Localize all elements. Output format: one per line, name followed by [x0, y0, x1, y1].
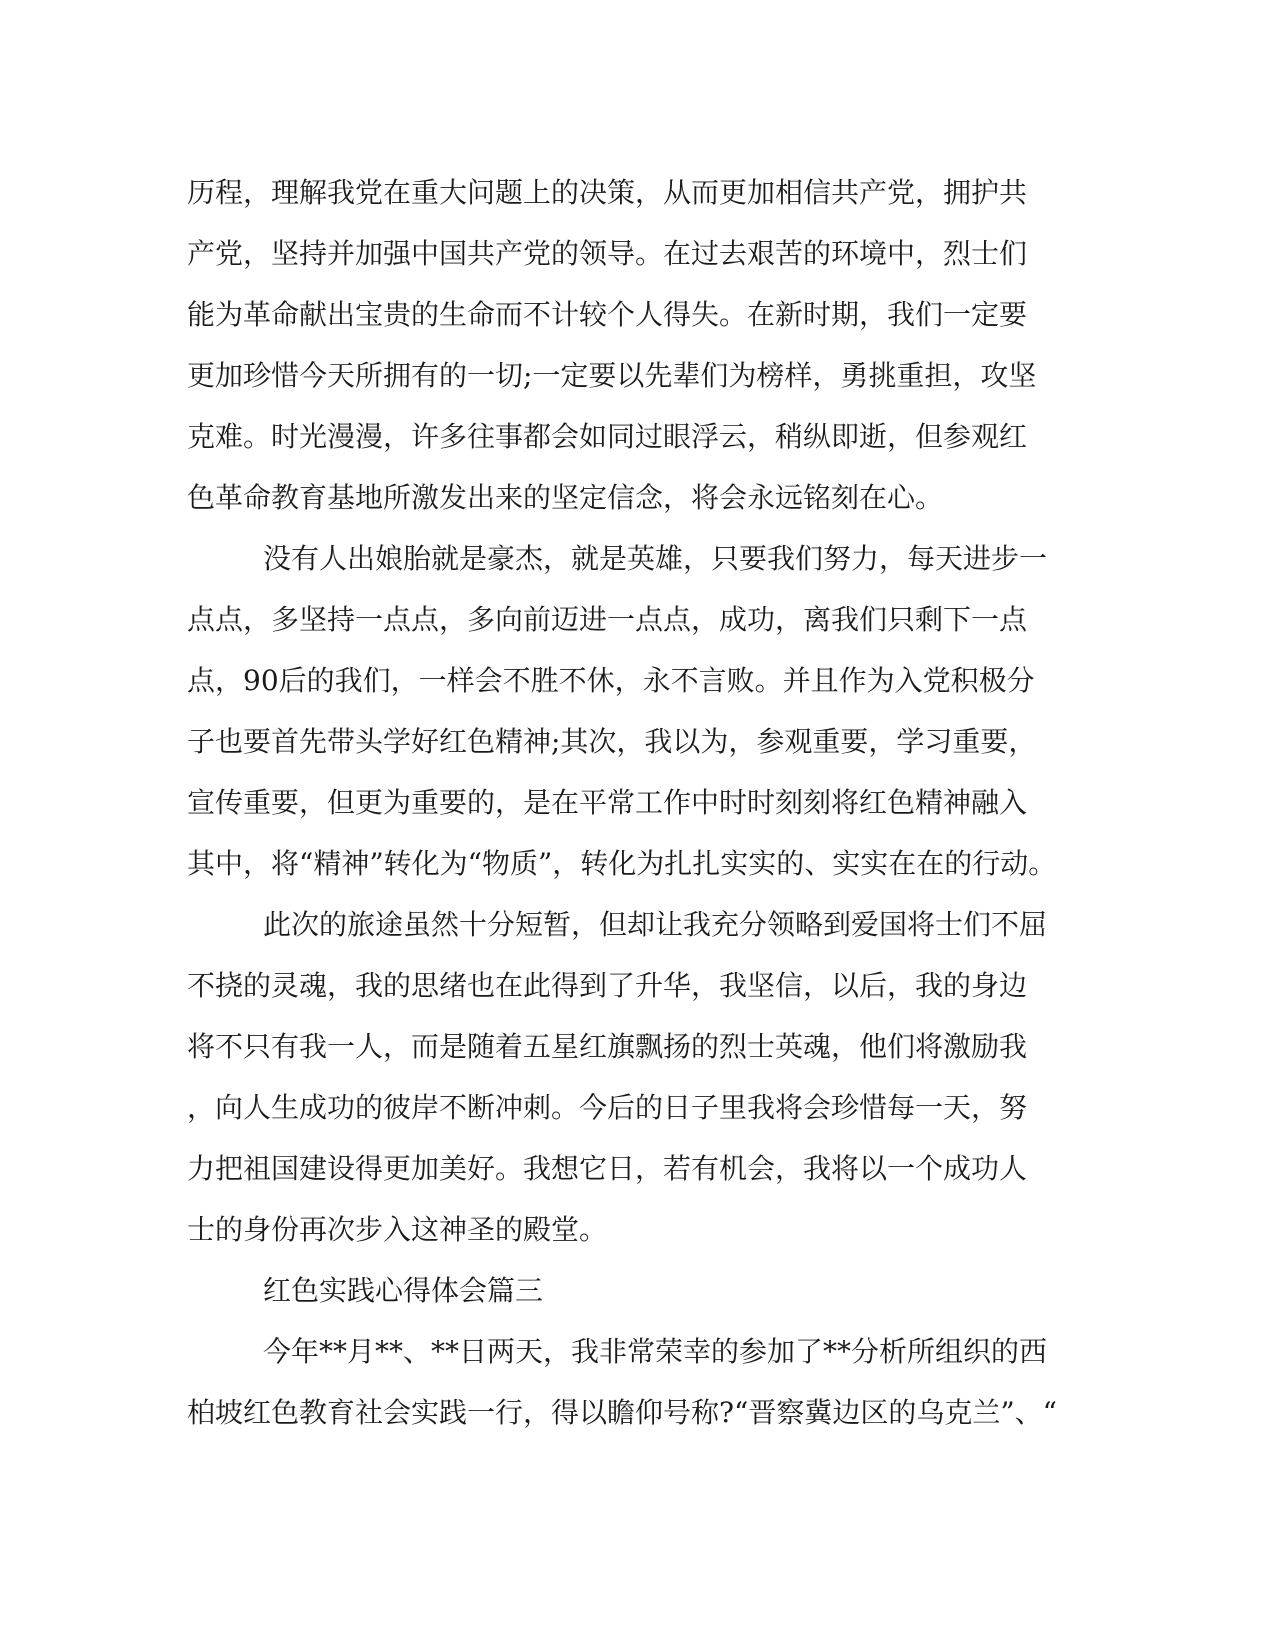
text-line: 克难。时光漫漫，许多往事都会如同过眼浮云，稍纵即逝，但参观红: [187, 420, 1028, 453]
text-line: 历程，理解我党在重大问题上的决策，从而更加相信共产党，拥护共: [187, 176, 1028, 209]
text-line: ，向人生成功的彼岸不断冲刺。今后的日子里我将会珍惜每一天，努: [187, 1091, 1028, 1124]
text-line: 柏坡红色教育社会实践一行，得以瞻仰号称?“晋察冀边区的乌克兰”、“: [187, 1396, 1057, 1429]
text-line: 点，90后的我们，一样会不胜不休，永不言败。并且作为入党积极分: [187, 664, 1035, 697]
paragraph-first-line: 此次的旅途虽然十分短暂，但却让我充分领略到爱国将士们不屈: [263, 908, 1048, 941]
document-body: [187, 162, 1067, 1443]
paragraph-first-line: 没有人出娘胎就是豪杰，就是英雄，只要我们努力，每天进步一: [263, 542, 1048, 575]
text-line: 能为革命献出宝贵的生命而不计较个人得失。在新时期，我们一定要: [187, 298, 1028, 331]
text-line: 力把祖国建设得更加美好。我想它日，若有机会，我将以一个成功人: [187, 1152, 1028, 1185]
text-line: 其中，将“精神”转化为“物质”，转化为扎扎实实的、实实在在的行动。: [187, 847, 1057, 880]
section-heading: 红色实践心得体会篇三: [263, 1274, 544, 1307]
paragraph-first-line: 今年**月**、**日两天，我非常荣幸的参加了**分析所组织的西: [263, 1335, 1048, 1368]
text-line: 更加珍惜今天所拥有的一切;一定要以先辈们为榜样，勇挑重担，攻坚: [187, 359, 1037, 392]
text-line: 将不只有我一人，而是随着五星红旗飘扬的烈士英魂，他们将激励我: [187, 1030, 1028, 1063]
text-line: 不挠的灵魂，我的思绪也在此得到了升华，我坚信，以后，我的身边: [187, 969, 1028, 1002]
text-line: 产党，坚持并加强中国共产党的领导。在过去艰苦的环境中，烈士们: [187, 237, 1028, 270]
text-line: 宣传重要，但更为重要的，是在平常工作中时时刻刻将红色精神融入: [187, 786, 1028, 819]
text-line: 子也要首先带头学好红色精神;其次，我以为，参观重要，学习重要，: [187, 725, 1037, 758]
text-line: 士的身份再次步入这神圣的殿堂。: [187, 1213, 608, 1246]
text-line: 色革命教育基地所激发出来的坚定信念，将会永远铭刻在心。: [187, 481, 944, 514]
text-line: 点点，多坚持一点点，多向前迈进一点点，成功，离我们只剩下一点: [187, 603, 1028, 636]
